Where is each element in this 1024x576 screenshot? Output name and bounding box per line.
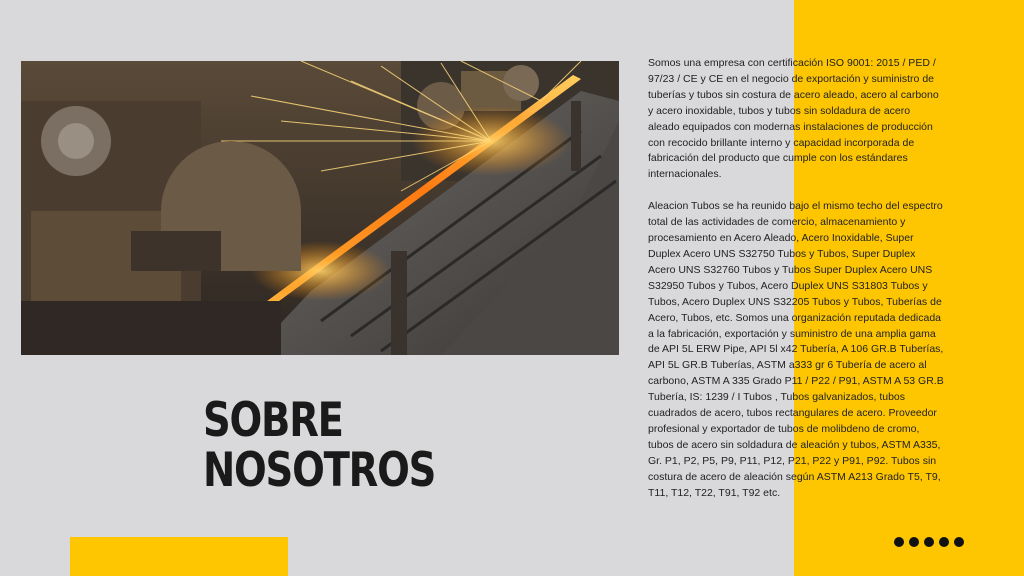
about-text [648,56,944,517]
paragraph-products: Aleacion Tubos se ha reunido bajo el mismo techo del espectro total de las actividades de comercio, almacenamiento y procesamiento en Acero Aleado, Acero Inoxidable, Super Duplex Acero UNS S32750 Tubos y Tubos, Super Duplex Acero UNS S32760 Tubos y Tubos Super Duplex Acero UNS S32950 Tubos y Tubos, Acero Duplex UNS S31803 Tubos y Tubos, Acero Duplex UNS S32205 Tubos y Tubos, Tuberías de Acero, Tubos, etc. Somos una organización reputada dedicada a la fabricación, exportación y suministro de una amplia gama de API 5L ERW Pipe, API 5l x42 Tubería, A 106 GR.B Tuberías, API 5L GR.B Tuberías, ASTM a333 gr 6 Tubería de acero al carbono, ASTM A 335 Grado P11 / P22 / P91, ASTM A 53 GR.B Tubería, IS: 1239 / I Tubos , Tubos galvanizados, tubos cuadrados de acero, tubos rectangulares de acero. Proveedor profesional y exportador de tubos de molibdeno de cromo, tubos de acero sin soldadura de aleación y tubos, ASTM A335, Gr. P1, P2, P5, P9, P11, P12, P21, P22 y P91, P92. Tubos sin costura de acero de aleación según ASTM A213 Grado T5, T9, T11, T12, T22, T91, T92 etc. [648,200,944,499]
dot-2 [909,537,919,547]
dot-5 [954,537,964,547]
dot-4 [939,537,949,547]
dot-1 [894,537,904,547]
paragraph-certification: Somos una empresa con certificación ISO 9001: 2015 / PED / 97/23 / CE y CE en el negocio de exportación y suministro de tuberías y tubos sin costura de acero aleado, acero al carbono y acero inoxidable, tubos y tubos sin soldadura de acero aleado equipados con modernas instalaciones de producción con recocido brillante interno y capacidad incorporada de fabricación del producto que cumple con los estándares internacionales. [648,57,939,181]
steel-mill-photo [21,61,619,355]
title-line-1: SOBRE [203,393,343,448]
pagination-dots [894,537,964,547]
dot-3 [924,537,934,547]
page-title [203,393,436,498]
yellow-accent-bar [70,537,288,576]
title-line-2: NOSOTROS [203,443,436,498]
